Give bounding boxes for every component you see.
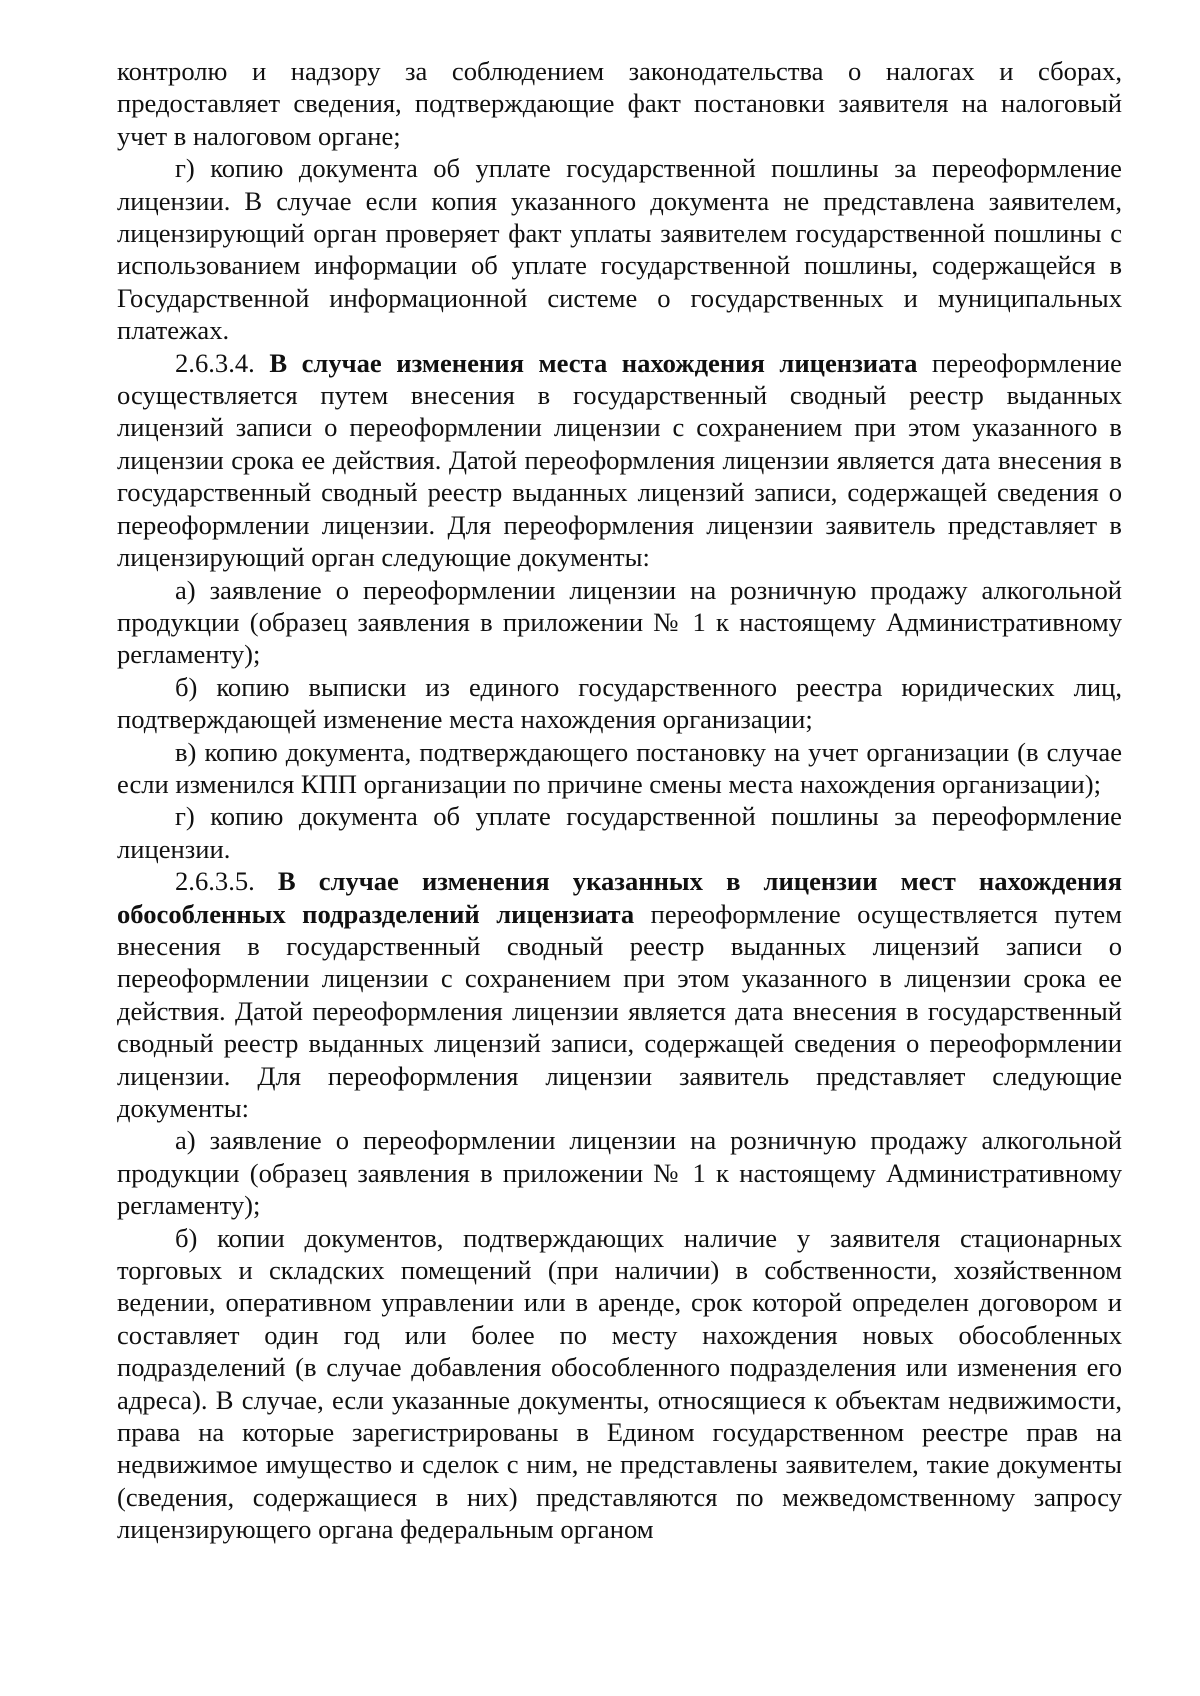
section-number: 2.6.3.5. [175,866,278,897]
section-number: 2.6.3.4. [175,347,270,378]
list-item-b-registry-extract [117,671,1122,736]
section-heading-bold: В случае изменения указанных в лицензии мест нахождения обособленных подразделений лицензиата [117,866,1122,929]
paragraph-section-2-6-3-4 [117,347,1122,574]
paragraph-state-fee-copy [117,152,1122,346]
paragraph-text: а) заявление о переоформлении лицензии на розничную продажу алкогольной продукции (образец заявления в приложении № 1 к настоящему Административному регламенту); [117,574,1122,670]
list-item-b-premises-docs [117,1222,1122,1546]
paragraph-text: б) копии документов, подтверждающих наличие у заявителя стационарных торговых и складских помещений (при наличии) в собственности, хозяйственном ведении, оперативном управлении или в аренде, срок которой определен договором и составляет один год или более по месту нахождения новых обособленных подразделений (в случае добавления обособленного подразделения или изменения его адреса). В случае, если указанные документы, относящиеся к объектам недвижимости, права на которые зарегистрированы в Едином государственном реестре прав на недвижимое имущество и сделок с ним, не представлены заявителем, такие документы (сведения, содержащиеся в них) представляются по межведомственному запросу лицензирующего органа федеральным органом [117,1222,1122,1545]
paragraph-text: переоформление осуществляется путем внесения в государственный сводный реестр выданных лицензий записи о переоформлении лицензии с сохранением при этом указанного в лицензии срока ее действия. Датой переоформления лицензии является дата внесения в государственный сводный реестр выданных лицензий записи, содержащей сведения о переоформлении лицензии. Для переоформления лицензии заявитель представляет в лицензирующий орган следующие документы: [117,347,1122,573]
paragraph-section-2-6-3-5 [117,865,1122,1124]
paragraph-text: г) копию документа об уплате государственной пошлины за переоформление лицензии. В случае если копия указанного документа не представлена заявителем, лицензирующий орган проверяет факт уплаты заявителем государственной пошлины с использованием информации об уплате государственной пошлины, содержащейся в Государственной информационной системе о государственных и муниципальных платежах. [117,153,1122,346]
list-item-g-state-fee [117,800,1122,865]
list-item-a-application-2 [117,1124,1122,1221]
paragraph-text: г) копию документа об уплате государственной пошлины за переоформление лицензии. [117,801,1122,864]
paragraph-text: переоформление осуществляется путем внесения в государственный сводный реестр выданных лицензий записи о переоформлении лицензии с сохранением при этом указанного в лицензии срока ее действия. Датой переоформления лицензии является дата внесения в государственный сводный реестр выданных лицензий записи, содержащей сведения о переоформлении лицензии. Для переоформления лицензии заявитель представляет следующие документы: [117,898,1123,1123]
list-item-a-application [117,574,1122,671]
paragraph-text: контролю и надзору за соблюдением законодательства о налогах и сборах, предоставляет сведения, подтверждающие факт постановки заявителя на налоговый учет в налоговом органе; [117,56,1122,151]
document-page [117,55,1122,1546]
paragraph-text: а) заявление о переоформлении лицензии на розничную продажу алкогольной продукции (образец заявления в приложении № 1 к настоящему Административному регламенту); [117,1125,1122,1221]
paragraph-text: б) копию выписки из единого государственного реестра юридических лиц, подтверждающей изменение места нахождения организации; [117,671,1122,735]
section-heading-bold: В случае изменения места нахождения лицензиата [269,347,918,378]
paragraph-tax-registration-cont [117,55,1122,152]
list-item-v-registration-doc [117,736,1122,801]
paragraph-text: в) копию документа, подтверждающего постановку на учет организации (в случае если изменился КПП организации по причине смены места нахождения организации); [117,736,1122,799]
